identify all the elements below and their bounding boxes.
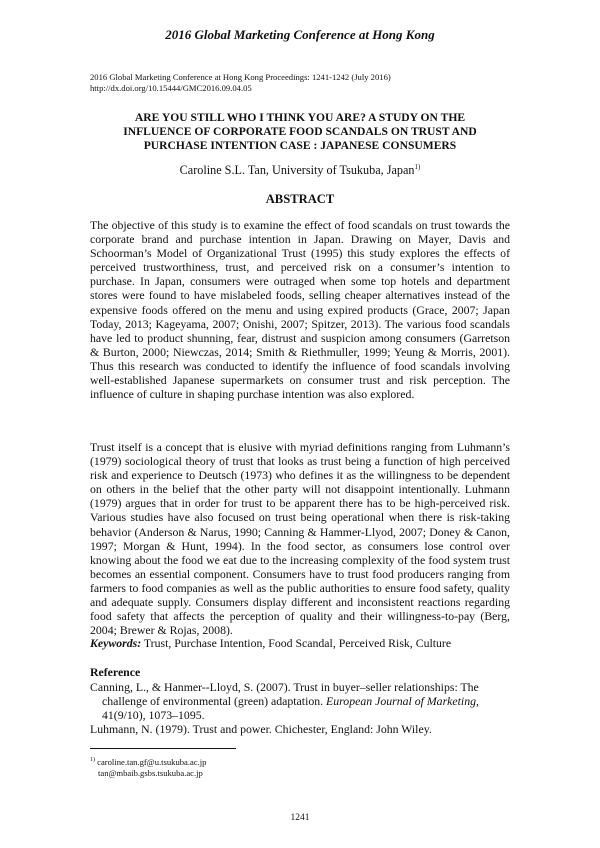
running-header: 2016 Global Marketing Conference at Hong Kong	[165, 27, 435, 42]
footnote-line-1	[90, 755, 206, 768]
reference-entry-2: Luhmann, N. (1979). Trust and power. Chichester, England: John Wiley.	[90, 722, 432, 736]
reference-entry-1	[90, 680, 522, 722]
keywords-text: Trust, Purchase Intention, Food Scandal, Perceived Risk, Culture	[141, 636, 452, 650]
reference-1-journal: European Journal of Marketing,	[326, 694, 479, 709]
abstract-paragraph-2: Trust itself is a concept that is elusive with myriad definitions ranging from Luhmann’s (1979) sociological theory of trust that looks as trust being a function of high perceived risk and experience to Deutsch (1973) who defines it as the willingness to be dependent on others in the belief that the other party will not disappoint intentionally. Luhmann (1979) argues that in order for trust to be apparent there has to be high-perceived risk. Various studies have also focused on trust being operational when there is risk-taking behavior (Anderson & Narus, 1990; Canning & Hammer-Llyod, 2007; Doney & Canon, 1997; Morgan & Hunt, 1994). In the food sector, as consumers lose control over knowing about the food we eat due to the increasing complexity of the food system trust becomes an essential component. Consumers have to trust food producers ranging from farmers to food companies as well as the public authorities to ensure food safety, quality and adequate supply. Consumers display different and inconsistent reactions regarding food safety that affects the perception of quality and their willingness-to-pay (Berg, 2004; Brewer & Rojas, 2008).	[90, 440, 510, 638]
footnote-mark: 1)	[90, 757, 95, 763]
footnote-email-2[interactable]: tan@mbaib.gsbs.tsukuba.ac.jp	[98, 767, 203, 778]
abstract-heading: ABSTRACT	[265, 192, 335, 206]
proceedings-citation: 2016 Global Marketing Conference at Hong Kong Proceedings: 1241-1242 (July 2016)	[90, 72, 391, 82]
reference-1-authors-title: Canning, L., & Hanmer--Lloyd, S. (2007). Trust in buyer–seller relationships: The challenge of environmental (green) adaptation.	[90, 680, 479, 709]
title-line-3: PURCHASE INTENTION CASE : JAPANESE CONSUMERS	[143, 139, 457, 152]
author-name-affiliation: Caroline S.L. Tan, University of Tsukuba, Japan	[179, 163, 415, 178]
keywords-line	[90, 636, 510, 651]
title-line-2: INFLUENCE OF CORPORATE FOOD SCANDALS ON TRUST AND	[123, 125, 477, 138]
keywords-label: Keywords:	[90, 636, 142, 650]
reference-heading: Reference	[90, 665, 141, 679]
footnote-divider	[90, 748, 236, 749]
footnote	[90, 755, 206, 779]
author-line	[0, 163, 600, 178]
title-line-1: ARE YOU STILL WHO I THINK YOU ARE? A STUDY ON THE	[134, 111, 466, 124]
page-number: 1241	[290, 813, 310, 823]
doi-link[interactable]: http://dx.doi.org/10.15444/GMC2016.09.04.05	[90, 83, 252, 93]
author-footnote-mark: 1)	[414, 163, 421, 171]
abstract-paragraph-1: The objective of this study is to examine the effect of food scandals on trust towards the corporate brand and purchase intention in Japan. Drawing on Mayer, Davis and Schoorman’s Model of Organizational Trust (1995) this study explores the effects of perceived trustworthiness, trust, and perceived risk on a consumer’s intention to purchase. In Japan, consumers were outraged when some top hotels and department stores were found to have mislabeled foods, selling cheaper alternatives instead of the expensive foods offered on the menu and using expired products (Grace, 2007; Japan Today, 2013; Kageyama, 2007; Onishi, 2007; Spitzer, 2013). The various food scandals have led to product shunning, fear, distrust and suspicion among consumers (Garretson & Burton, 2000; Niewczas, 2014; Smith & Riethmuller, 1999; Yeung & Morris, 2001). Thus this research was conducted to identify the influence of food scandals involving well-established Japanese supermarkets on consumer trust and risk perception. The influence of culture in shaping purchase intention was also explored.	[90, 218, 510, 402]
proceedings-meta	[90, 72, 391, 94]
paper-title	[60, 111, 540, 153]
footnote-email-1[interactable]: caroline.tan.gf@u.tsukuba.ac.jp	[95, 756, 207, 767]
reference-1-volume-pages: 41(9/10), 1073–1095.	[102, 708, 205, 723]
